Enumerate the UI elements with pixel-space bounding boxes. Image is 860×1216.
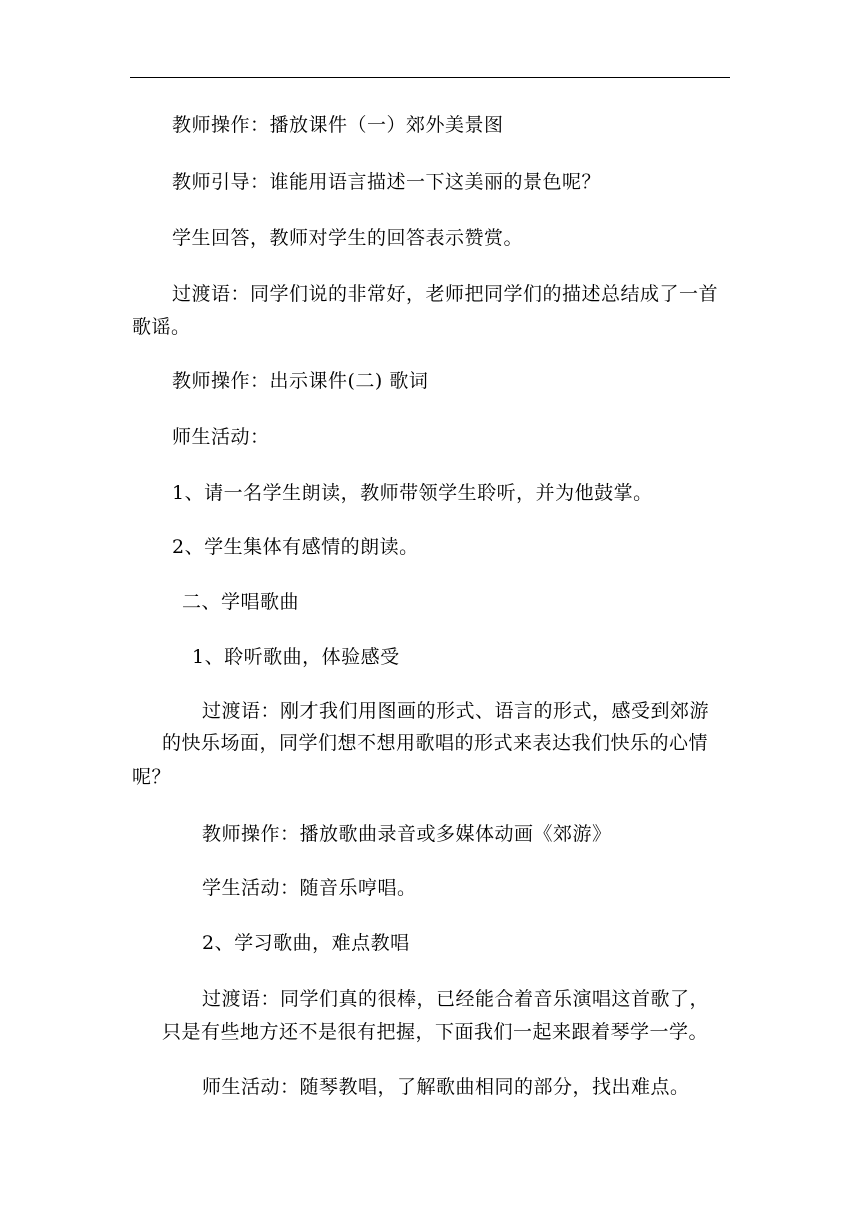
paragraph-transition-2-line-2: 的快乐场面，同学们想不想用歌唱的形式来表达我们快乐的心情 xyxy=(162,732,709,754)
paragraph-transition-2-line-3: 呢？ xyxy=(132,766,172,788)
paragraph-student-answer: 学生回答，教师对学生的回答表示赞赏。 xyxy=(172,227,524,249)
paragraph-transition-3-line-1: 过渡语：同学们真的很棒，已经能合着音乐演唱这首歌了， xyxy=(202,988,710,1010)
paragraph-transition-2-line-1: 过渡语：刚才我们用图画的形式、语言的形式，感受到郊游 xyxy=(202,700,710,722)
paragraph-transition-1-line-2: 歌谣。 xyxy=(132,316,191,338)
paragraph-transition-3-line-2: 只是有些地方还不是很有把握，下面我们一起来跟着琴学一学。 xyxy=(162,1021,709,1043)
subsection-heading-1: 1、聆听歌曲，体验感受 xyxy=(192,646,400,668)
paragraph-activity-heading: 师生活动： xyxy=(172,426,270,448)
paragraph-transition-1-line-1: 过渡语：同学们说的非常好，老师把同学们的描述总结成了一首 xyxy=(172,283,719,305)
list-item-1: 1、请一名学生朗读，教师带领学生聆听，并为他鼓掌。 xyxy=(172,482,653,504)
subsection-heading-2: 2、学习歌曲，难点教唱 xyxy=(202,932,410,954)
paragraph-teacher-action-2: 教师操作：出示课件(二) 歌词 xyxy=(172,370,429,392)
section-heading-2: 二、学唱歌曲 xyxy=(182,591,300,613)
paragraph-teacher-student-activity: 师生活动：随琴教唱，了解歌曲相同的部分，找出难点。 xyxy=(202,1076,690,1098)
paragraph-teacher-action-3: 教师操作：播放歌曲录音或多媒体动画《郊游》 xyxy=(202,823,612,845)
list-item-2: 2、学生集体有感情的朗读。 xyxy=(172,536,419,558)
paragraph-teacher-guide: 教师引导：谁能用语言描述一下这美丽的景色呢？ xyxy=(172,171,602,193)
paragraph-teacher-action-1: 教师操作：播放课件（一）郊外美景图 xyxy=(172,114,504,136)
paragraph-student-activity: 学生活动：随音乐哼唱。 xyxy=(202,877,417,899)
header-rule xyxy=(130,77,730,78)
